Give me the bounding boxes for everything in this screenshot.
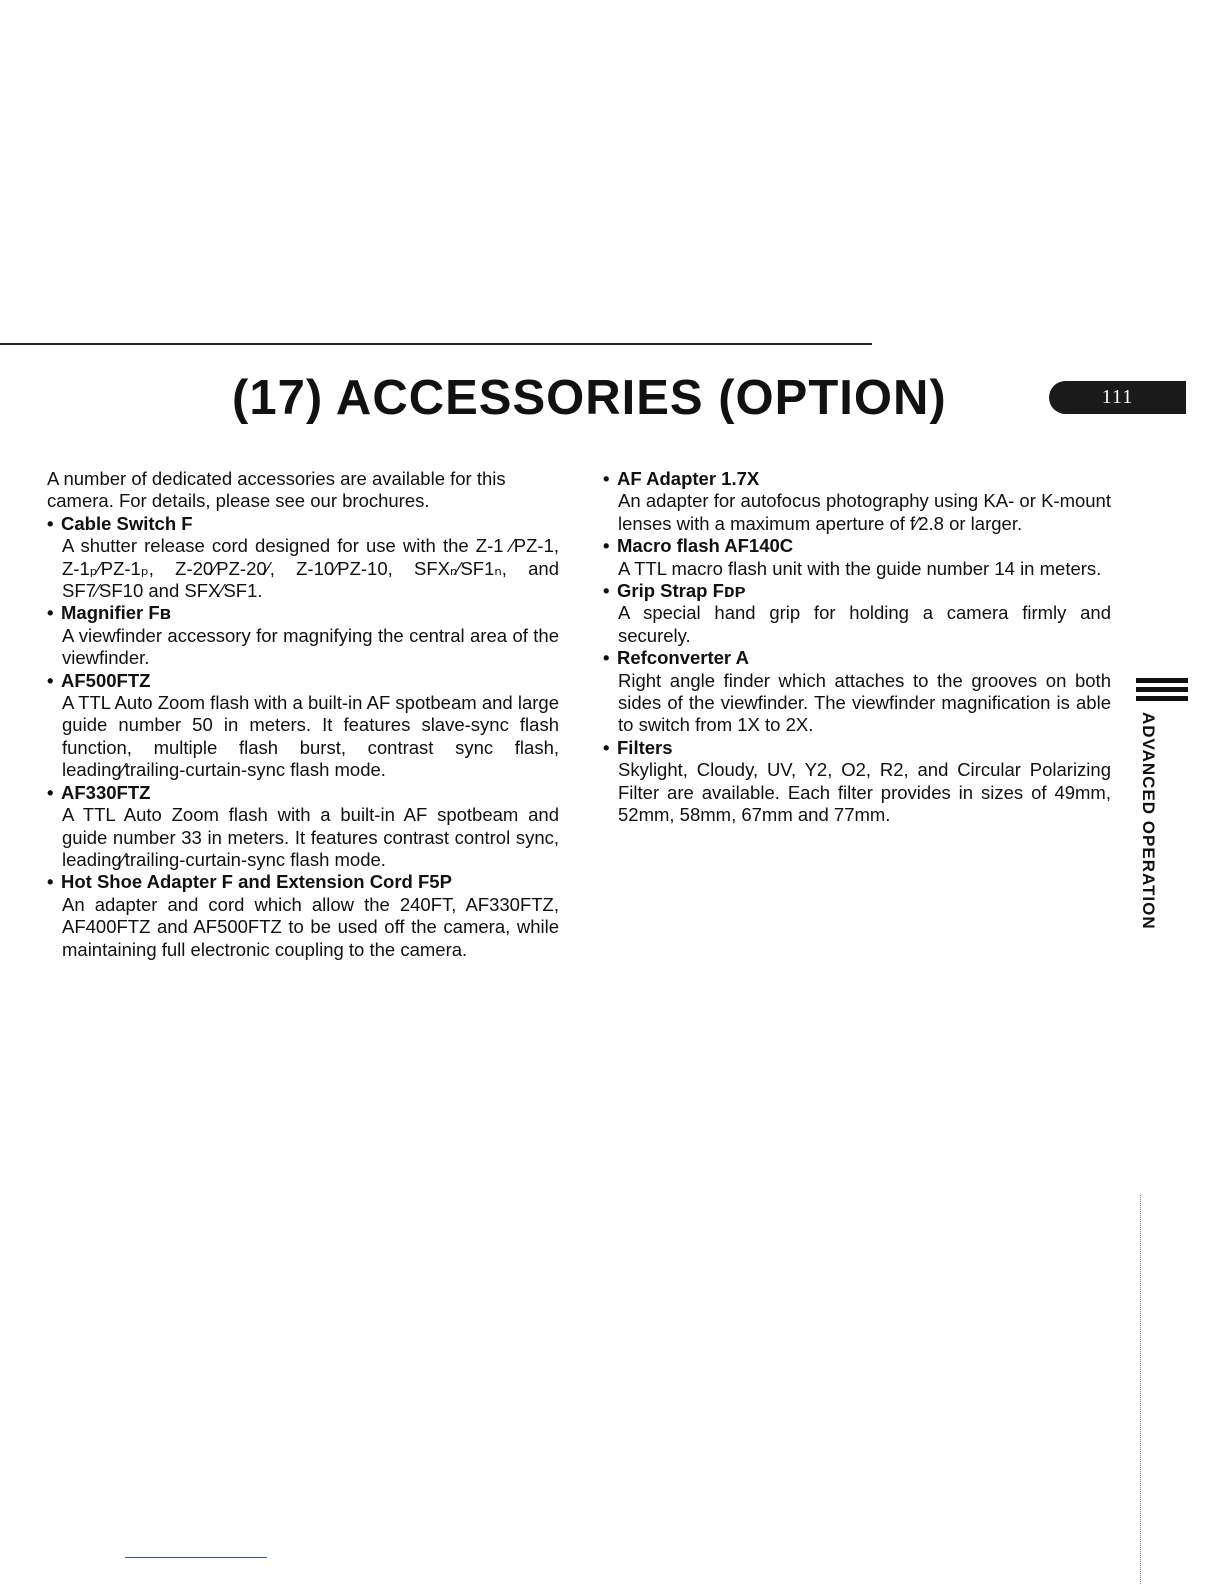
item-title: AF500FTZ	[61, 669, 151, 691]
section-side-label: ADVANCED OPERATION	[1139, 712, 1158, 930]
right-column	[603, 468, 1111, 827]
item-description: A TTL Auto Zoom flash with a built-in AF spotbeam and guide number 33 in meters. It features contrast control sync, leading⁄trailing-curtain-sync flash mode.	[62, 804, 559, 870]
bullet-icon: •	[603, 468, 610, 489]
item-description: Right angle finder which attaches to the grooves on both sides of the viewfinder. The viewfinder magnification is able to switch from 1X to 2X.	[618, 669, 1111, 736]
item-description: An adapter for autofocus photography using KA- or K-mount lenses with a maximum aperture of f⁄2.8 or larger.	[618, 490, 1111, 534]
item-title: AF Adapter 1.7X	[617, 468, 760, 489]
bullet-icon: •	[603, 535, 610, 557]
accessory-item-grip-strap	[603, 580, 1111, 647]
item-description: An adapter and cord which allow the 240FT, AF330FTZ, AF400FTZ and AF500FTZ to be used off the camera, while maintaining full electronic coupling to the camera.	[62, 893, 559, 960]
margin-dotted-line	[1140, 1195, 1141, 1584]
accessory-item-hot-shoe-adapter	[47, 871, 559, 961]
page-number-tab: 111	[1049, 381, 1186, 414]
bullet-icon: •	[603, 580, 610, 602]
accessory-item-filters	[603, 737, 1111, 827]
section-bars-icon	[1136, 678, 1188, 705]
bullet-icon: •	[47, 512, 54, 534]
accessory-item-af500ftz	[47, 670, 559, 782]
left-column	[47, 468, 559, 961]
accessory-item-refconverter	[603, 647, 1111, 737]
item-title: Filters	[617, 736, 673, 758]
accessory-item-cable-switch	[47, 513, 559, 603]
bullet-icon: •	[47, 871, 54, 893]
bullet-icon: •	[603, 647, 610, 669]
item-title: Hot Shoe Adapter F and Extension Cord F5P	[61, 871, 452, 893]
item-description: A TTL macro flash unit with the guide number 14 in meters.	[618, 557, 1102, 579]
accessory-item-macro-flash	[603, 535, 1111, 580]
item-description: A special hand grip for holding a camera firmly and securely.	[618, 602, 1111, 646]
header-rule	[0, 343, 872, 345]
item-title: Magnifier Fʙ	[61, 602, 172, 624]
intro-text: A number of dedicated accessories are available for this camera. For details, please see our brochures.	[47, 468, 506, 512]
item-description: A TTL Auto Zoom flash with a built-in AF spotbeam and large guide number 50 in meters. It features slave-sync flash function, multiple flash burst, contrast sync flash, leading⁄trailing-curtain-sync flash mode.	[62, 692, 559, 781]
accessory-item-magnifier	[47, 602, 559, 669]
bullet-icon: •	[47, 669, 54, 691]
accessory-item-af330ftz	[47, 782, 559, 872]
item-title: AF330FTZ	[61, 781, 151, 803]
bullet-icon: •	[603, 736, 610, 758]
item-description: A viewfinder accessory for magnifying the central area of the viewfinder.	[62, 624, 559, 669]
item-description: A shutter release cord designed for use with the Z-1 ⁄PZ-1, Z-1ₚ⁄PZ-1ₚ, Z-20⁄PZ-20⁄, Z-10⁄PZ-10, SFXₙ⁄SF1ₙ, and SF7⁄SF10 and SFX⁄SF1.	[62, 535, 559, 602]
item-title: Cable Switch F	[61, 512, 193, 534]
bullet-icon: •	[47, 602, 54, 624]
accessory-item-af-adapter	[603, 468, 1111, 535]
page-title: (17) ACCESSORIES (OPTION)	[232, 371, 947, 425]
item-description: Skylight, Cloudy, UV, Y2, O2, R2, and Circular Polarizing Filter are available. Each filter provides in sizes of 49mm, 52mm, 58mm, 67mm and 77mm.	[618, 759, 1111, 826]
footer-rule	[125, 1557, 267, 1558]
item-title: Grip Strap Fᴅᴘ	[617, 580, 746, 602]
item-title: Refconverter A	[617, 647, 749, 669]
item-title: Macro flash AF140C	[617, 535, 794, 557]
bullet-icon: •	[47, 781, 54, 803]
